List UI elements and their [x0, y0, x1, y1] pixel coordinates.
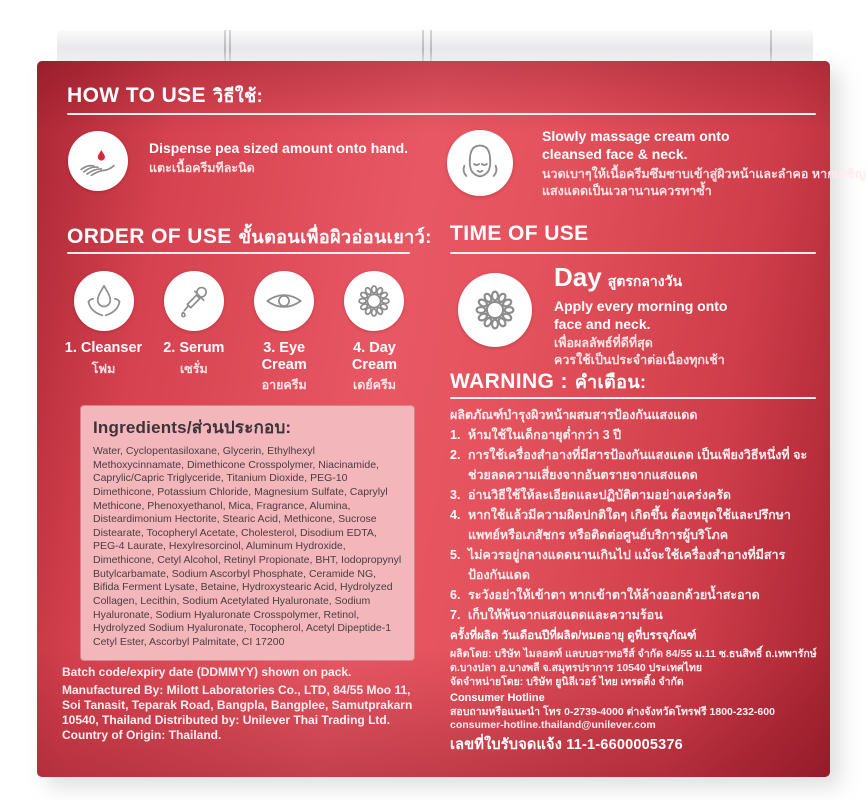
day-label-th: สูตรกลางวัน: [607, 273, 683, 289]
how-to-use-title-th: วิธีใช้:: [212, 86, 264, 106]
flap-seam: [430, 30, 432, 63]
order-title-en: ORDER OF USE: [67, 225, 232, 248]
manufactured-by-line: Manufactured By: Milott Laboratories Co., LTD, 84/55 Moo 11, Soi Tanasit, Teparak Road, Bangpla, Bangplee, Samutprakarn 10540, Thailand Distributed by: Unilever Thai Trading Ltd. Country of Origin: Thailand.: [62, 683, 413, 742]
how-to-use-title-en: HOW TO USE: [67, 84, 206, 107]
warning-item-number: 6.: [450, 588, 461, 602]
ingredients-text: Water, Cyclopentasiloxane, Glycerin, Ethylhexyl Methoxycinnamate, Dimethicone Crosspolymer, Niacinamide, Caprylic/Capric Triglyceride, Titanium Dioxide, PEG-10 Dimethicone, Potassium Chloride, Magnesium Sulfate, Caprylyl Methicone, Phenoxyethanol, Mica, Fragrance, Alumina, Disteardimonium Hectorite, Stearic Acid, Methicone, Sucrose Distearate, Tocopheryl Acetate, Cholesterol, Disodium EDTA, PEG-4 Laurate, Hexylresorcinol, Aluminum Hydroxide, Dimethicone, Cetyl Alcohol, Retinyl Propionate, BHT, Iodopropynyl Butylcarbamate, Sodium Ascorbyl Phosphate, Ceramide NG, Bifida Ferment Lysate, Betaine, Hydroxystearic Acid, Hydrolyzed Collagen, Lecithin, Sodium Acetylated Hyaluronate, Sodium Hyaluronate, Sodium Hyaluronate Crosspolymer, Retinol, Hydrolyzed Sodium Hyaluronate, Tocopherol, Acetyl Dipeptide-1 Cetyl Ester, Ascorbyl Palmitate, CI 17200: [93, 445, 402, 648]
day-cream-label-en: 4. Day Cream: [351, 340, 398, 373]
warning-divider: [450, 397, 816, 399]
day-text-th-1: เพื่อผลลัพธ์ที่ดีที่สุด: [554, 336, 653, 351]
flap-seam: [422, 30, 424, 63]
dispense-text-en: Dispense pea sized amount onto hand.: [149, 140, 409, 156]
warning-item-text: เก็บให้พ้นจากแสงแดดและความร้อน: [468, 608, 663, 622]
order-steps-row: [61, 271, 417, 395]
day-cream-circle: [344, 271, 404, 331]
warning-item: [450, 485, 818, 505]
day-label-en: Day: [554, 262, 602, 292]
ingredients-title: Ingredients/ส่วนประกอบ:: [93, 418, 292, 437]
distributor-th: จัดจำหน่ายโดย: บริษัท ยูนิลีเวอร์ ไทย เทรดดิ้ง จำกัด: [450, 676, 684, 688]
warning-item: [450, 605, 818, 625]
massage-text-th: นวดเบาๆให้เนื้อครีมซึมซาบเข้าสู่ผิวหน้าและลำคอ หากเผชิญแสงแดดเป็นเวลานานควรทาซ้ำ: [542, 167, 866, 199]
warning-item-text: การใช้เครื่องสำอางที่มีสารป้องกันแสงแดด เป็นเพียงวิธีหนึ่งที่ จะช่วยลดความเสี่ยงจากอันตรายจากแสงแดด: [468, 448, 808, 482]
order-divider: [67, 252, 410, 254]
warning-item-number: 4.: [450, 508, 461, 522]
warning-item-number: 5.: [450, 548, 461, 562]
order-step-serum: [151, 271, 236, 395]
dispense-step-text: [149, 139, 421, 177]
how-to-use-divider: [67, 113, 816, 115]
red-label-panel: [37, 61, 866, 777]
hand-drop-icon: [77, 140, 119, 182]
time-of-use-title: TIME OF USE: [450, 222, 589, 245]
cleanser-label-th: โฟม: [91, 361, 116, 376]
cleanser-label-en: 1. Cleanser: [64, 340, 143, 356]
dispense-text-th: แตะเนื้อครีมทีละนิด: [149, 161, 255, 176]
warning-intro: ผลิตภัณฑ์บำรุงผิวหน้าผสมสารป้องกันแสงแดด: [450, 408, 698, 422]
warning-item: [450, 445, 818, 485]
massage-step-text: [542, 127, 866, 200]
registration-number-line: เลขที่ใบรับจดแจ้ง 11-1-6600005376: [450, 737, 683, 753]
warning-item-number: 3.: [450, 488, 461, 502]
warning-item: [450, 585, 818, 605]
cleanser-circle: [74, 271, 134, 331]
manufacturer-th: ผลิตโดย: บริษัท ไมลอตท์ แลบบอราทอรีส์ จำกัด 84/55 ม.11 ซ.ธนสิทธิ์ ถ.เทพารักษ์ ต.บางปลา อ.บางพลี จ.สมุทรปราการ 10540 ประเทศไทย: [450, 648, 817, 675]
sun-icon: [352, 279, 396, 323]
day-time-block: [554, 264, 794, 369]
carton-top-flap: [57, 30, 813, 63]
warning-heading: [450, 367, 646, 396]
how-to-use-heading: [67, 81, 263, 110]
order-of-use-heading: [67, 222, 432, 251]
warning-item: [450, 545, 818, 585]
time-of-use-divider: [450, 252, 816, 254]
dispense-step-circle: [68, 131, 128, 191]
serum-label-th: เซรั่ม: [179, 361, 208, 376]
serum-circle: [164, 271, 224, 331]
warning-item-text: อ่านวิธีใช้ให้ละเอียดและปฏิบัติตามอย่างเคร่งครัด: [468, 488, 732, 502]
flap-seam: [770, 30, 772, 63]
warning-item-text: หากใช้แล้วมีความผิดปกติใดๆ เกิดขึ้น ต้องหยุดใช้และปรึกษา แพทย์หรือเภสัชกร หรือติดต่อศูนย์บริการผู้บริโภค: [468, 508, 791, 542]
dropper-icon: [173, 280, 215, 322]
eye-cream-label-th: อายครีม: [261, 378, 307, 393]
batch-code-line: Batch code/expiry date (DDMMYY) shown on pack.: [62, 665, 352, 679]
warning-list: [450, 405, 818, 625]
warning-item-text: ห้ามใช้ในเด็กอายุต่ำกว่า 3 ปี: [468, 428, 622, 442]
order-step-eye-cream: [242, 271, 327, 395]
consumer-hotline-title: Consumer Hotline: [450, 692, 545, 704]
production-date-line: ครั้งที่ผลิต วันเดือนปีที่ผลิต/หมดอายุ ดูที่บรรจุภัณฑ์: [450, 630, 697, 642]
eye-cream-label-en: 3. Eye Cream: [261, 340, 307, 373]
day-sun-circle: [458, 273, 532, 347]
batch-info: [62, 665, 426, 743]
eye-icon: [263, 280, 305, 322]
face-massage-icon: [457, 140, 503, 186]
cleanser-icon: [83, 280, 125, 322]
warning-item-text: ระวังอย่าให้เข้าตา หากเข้าตาให้ล้างออกด้วยน้ำสะอาด: [468, 588, 760, 602]
warning-item-number: 2.: [450, 448, 461, 462]
day-sun-icon: [468, 283, 522, 337]
ingredients-box: [80, 405, 415, 661]
massage-step-circle: [447, 130, 513, 196]
warning-title-en: WARNING :: [450, 370, 568, 393]
warning-item-number: 7.: [450, 608, 461, 622]
warning-item-text: ไม่ควรอยู่กลางแดดนานเกินไป แม้จะใช้เครื่องสำอางที่มีสาร ป้องกันแดด: [468, 548, 786, 582]
flap-seam: [229, 30, 231, 63]
massage-text-en: Slowly massage cream onto cleansed face & neck.: [542, 128, 730, 163]
day-title: [554, 264, 794, 290]
warning-item-number: 1.: [450, 428, 461, 442]
order-step-cleanser: [61, 271, 146, 395]
day-text-en: Apply every morning onto face and neck.: [554, 298, 728, 333]
warning-item: [450, 425, 818, 445]
order-step-day-cream: [332, 271, 417, 395]
day-text-th-2: ควรใช้เป็นประจำต่อเนื่องทุกเช้า: [554, 353, 725, 368]
time-of-use-heading: [450, 222, 589, 246]
warning-title-th: คำเตือน:: [574, 372, 647, 392]
warning-item: [450, 505, 818, 545]
serum-label-en: 2. Serum: [163, 340, 225, 356]
hotline-email: consumer-hotline.thailand@unilever.com: [450, 719, 656, 731]
order-title-th: ขั้นตอนเพื่อผิวอ่อนเยาว์:: [238, 227, 432, 247]
hotline-phone-line: สอบถามหรือแนะนำ โทร 0-2739-4000 ต่างจังหวัดโทรฟรี 1800-232-600: [450, 706, 775, 718]
flap-seam: [224, 30, 226, 63]
day-cream-label-th: เดย์ครีม: [352, 378, 396, 393]
eye-cream-circle: [254, 271, 314, 331]
